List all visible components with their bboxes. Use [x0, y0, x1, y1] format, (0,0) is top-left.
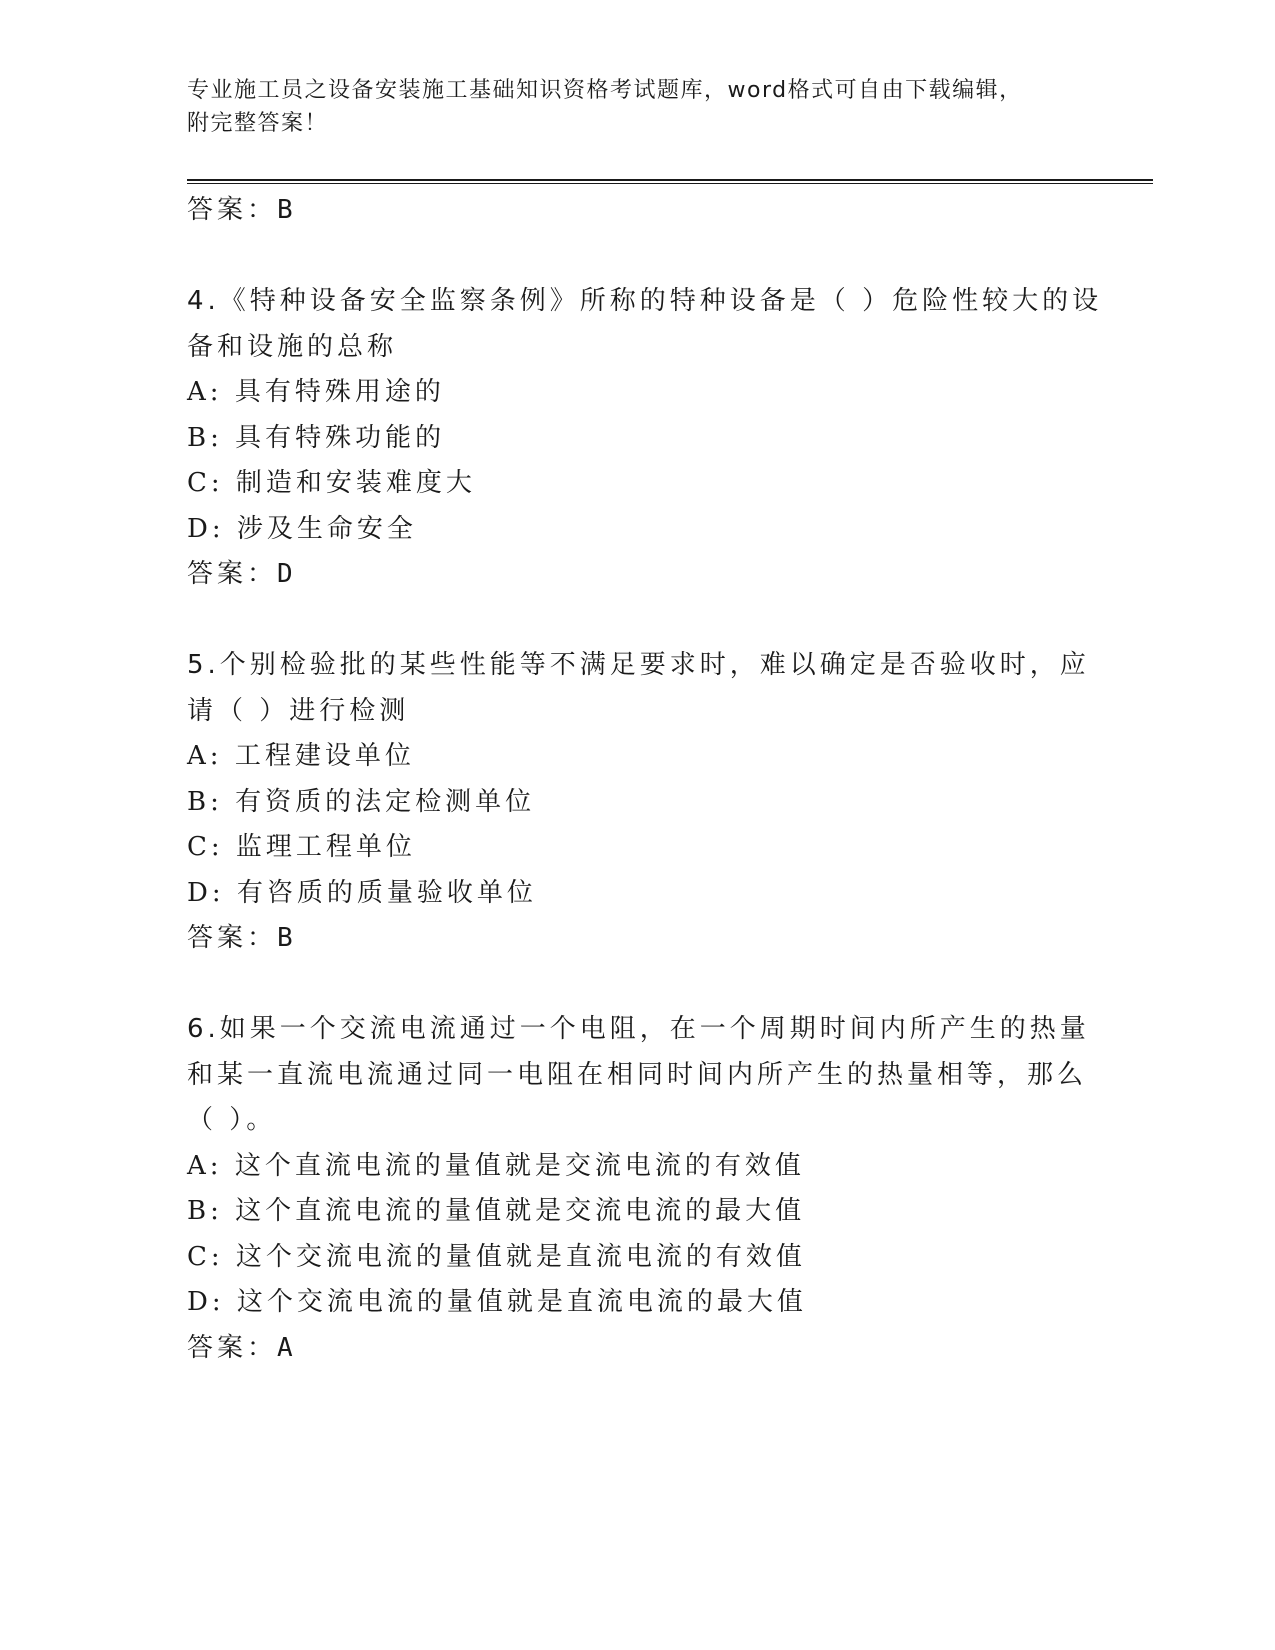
option-letter: C: — [187, 1241, 224, 1272]
option-text: 有资质的法定检测单位 — [235, 786, 536, 817]
question-stem-line: 5.个别检验批的某些性能等不满足要求时，难以确定是否验收时，应 — [187, 650, 1090, 680]
question-block-6 — [187, 1007, 1090, 1371]
answer-label: 答案： — [187, 559, 278, 589]
option-c — [187, 461, 1087, 507]
question-block-5 — [187, 643, 1090, 962]
spacer — [187, 598, 1087, 644]
header-divider-thin — [187, 183, 1153, 184]
option-b — [187, 416, 1087, 462]
option-b — [187, 1189, 1087, 1235]
option-letter: B: — [187, 786, 223, 817]
question-list — [187, 188, 1103, 1371]
option-text: 监理工程单位 — [235, 832, 416, 862]
question-stem-line: 请（ ）进行检测 — [187, 695, 410, 726]
option-a — [187, 370, 1087, 416]
answer-value: D — [277, 559, 297, 589]
question-stem-line: 6.如果一个交流电流通过一个电阻，在一个周期时间内所产生的热量 — [187, 1014, 1090, 1044]
answer-value: B — [277, 195, 297, 225]
option-text: 具有特殊用途的 — [234, 377, 445, 407]
option-text: 涉及生命安全 — [236, 513, 417, 544]
header-title-line-1: 专业施工员之设备安装施工基础知识资格考试题库，word格式可自由下载编辑， — [187, 78, 1023, 103]
answer-line — [187, 552, 1087, 598]
option-text: 这个直流电流的量值就是交流电流的有效值 — [234, 1150, 805, 1181]
question-stem-line: 4.《特种设备安全监察条例》所称的特种设备是（ ）危险性较大的设 — [187, 286, 1103, 316]
option-c — [187, 825, 1087, 871]
header-divider-thick — [187, 179, 1153, 181]
option-letter: A: — [187, 741, 223, 771]
option-d — [187, 1280, 1087, 1326]
option-text: 这个直流电流的量值就是交流电流的最大值 — [235, 1196, 806, 1226]
answer-label: 答案： — [187, 1332, 278, 1363]
answer-line — [187, 916, 1087, 962]
spacer — [187, 234, 1087, 280]
option-text: 这个交流电流的量值就是直流电流的最大值 — [236, 1287, 807, 1317]
option-a — [187, 1144, 1087, 1190]
answer-value: A — [277, 1332, 297, 1363]
option-letter: B: — [187, 422, 223, 453]
option-text: 工程建设单位 — [234, 741, 415, 771]
option-letter: A: — [187, 1150, 223, 1181]
option-letter: A: — [187, 377, 223, 407]
option-letter: B: — [187, 1196, 223, 1226]
option-text: 有咨质的质量验收单位 — [236, 877, 537, 908]
option-text: 具有特殊功能的 — [235, 422, 446, 453]
answer-line-previous — [187, 188, 1087, 234]
header-title-line-2: 附完整答案！ — [187, 111, 329, 136]
document-header — [187, 74, 1067, 140]
question-block-4 — [187, 279, 1103, 598]
option-d — [187, 871, 1087, 917]
option-letter: D: — [187, 513, 225, 544]
spacer — [187, 962, 1087, 1008]
question-stem-line: 和某一直流电流通过同一电阻在相同时间内所产生的热量相等，那么 — [187, 1059, 1088, 1090]
option-a — [187, 734, 1087, 780]
option-d — [187, 507, 1087, 553]
option-letter: C: — [187, 832, 224, 862]
question-stem-line: （ ）。 — [187, 1105, 277, 1135]
option-letter: D: — [187, 1287, 225, 1317]
option-c — [187, 1235, 1087, 1281]
answer-label: 答案： — [187, 195, 278, 225]
option-letter: C: — [187, 468, 224, 498]
option-letter: D: — [187, 877, 225, 908]
option-text: 制造和安装难度大 — [235, 468, 476, 498]
option-text: 这个交流电流的量值就是直流电流的有效值 — [235, 1241, 806, 1272]
question-stem-line: 备和设施的总称 — [187, 331, 398, 362]
answer-label: 答案： — [187, 923, 278, 953]
answer-value: B — [277, 923, 297, 953]
option-b — [187, 780, 1087, 826]
answer-line — [187, 1326, 1087, 1372]
